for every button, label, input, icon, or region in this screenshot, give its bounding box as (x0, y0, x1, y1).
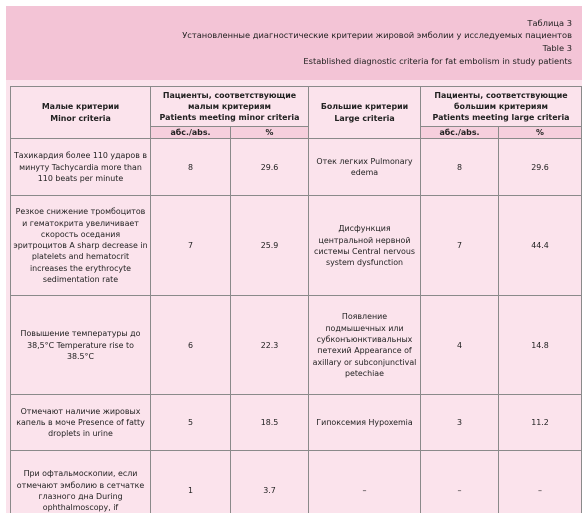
minor-abs-cell: 8 (151, 139, 231, 196)
minor-abs-cell: 1 (151, 451, 231, 513)
table-title-en: Established diagnostic criteria for fat embolism in study patients (303, 56, 572, 66)
minor-criterion-cell: Тахикардия более 110 ударов в минуту Tachycardia more than 110 beats per minute (11, 139, 151, 196)
subheader-abs-large: абс./abs. (421, 127, 499, 139)
minor-criterion-cell: Повышение температуры до 38,5°C Temperature rise to 38.5°C (11, 296, 151, 395)
table-row (11, 395, 582, 451)
large-abs-cell: 7 (421, 196, 499, 296)
large-pct-cell: 14.8 (499, 296, 582, 395)
table-caption (6, 6, 582, 80)
table-title-ru: Установленные диагностические критерии жировой эмболии у исследуемых пациентов (182, 30, 572, 40)
col-header-large-criteria: Большие критерии Large criteria (309, 87, 421, 139)
col-header-minor-criteria: Малые критерии Minor criteria (11, 87, 151, 139)
table-row (11, 296, 582, 395)
criteria-table (10, 86, 582, 513)
large-criterion-cell: Появление подмышечных или субконъюнктивальных петехий Appearance of axillary or subconjunctival petechiae (309, 296, 421, 395)
table-row (11, 139, 582, 196)
large-pct-cell: 11.2 (499, 395, 582, 451)
large-criterion-cell: Дисфункция центральной нервной системы Central nervous system dysfunction (309, 196, 421, 296)
large-abs-cell: 8 (421, 139, 499, 196)
minor-pct-cell: 25.9 (231, 196, 309, 296)
minor-pct-cell: 3.7 (231, 451, 309, 513)
table-row (11, 451, 582, 513)
minor-pct-cell: 22.3 (231, 296, 309, 395)
subheader-pct-large: % (499, 127, 582, 139)
large-pct-cell: 29.6 (499, 139, 582, 196)
large-abs-cell: – (421, 451, 499, 513)
large-abs-cell: 3 (421, 395, 499, 451)
minor-criterion-cell: При офтальмоскопии, если отмечают эмболию в сетчатке глазного дна During ophthalmoscopy, if (11, 451, 151, 513)
minor-criterion-cell: Резкое снижение тромбоцитов и гематокрита увеличивает скорость оседания эритроцитов A sharp decrease in platelets and hematocrit increases the erythrocyte sedimentation rate (11, 196, 151, 296)
minor-abs-cell: 5 (151, 395, 231, 451)
col-header-patients-minor: Пациенты, соответствующие малым критериям Patients meeting minor criteria (151, 87, 309, 127)
subheader-abs-minor: абс./abs. (151, 127, 231, 139)
large-pct-cell: 44.4 (499, 196, 582, 296)
large-criterion-cell: Гипоксемия Hypoxemia (309, 395, 421, 451)
subheader-pct-minor: % (231, 127, 309, 139)
minor-abs-cell: 6 (151, 296, 231, 395)
col-header-patients-large: Пациенты, соответствующие большим критериям Patients meeting large criteria (421, 87, 582, 127)
large-pct-cell: – (499, 451, 582, 513)
minor-abs-cell: 7 (151, 196, 231, 296)
minor-pct-cell: 18.5 (231, 395, 309, 451)
table-label-en: Table 3 (542, 43, 572, 53)
large-criterion-cell: Отек легких Pulmonary edema (309, 139, 421, 196)
table-label-ru: Таблица 3 (527, 18, 572, 28)
table-container (6, 80, 582, 513)
minor-pct-cell: 29.6 (231, 139, 309, 196)
minor-criterion-cell: Отмечают наличие жировых капель в моче Presence of fatty droplets in urine (11, 395, 151, 451)
table-row (11, 196, 582, 296)
header-row (11, 87, 582, 127)
large-abs-cell: 4 (421, 296, 499, 395)
large-criterion-cell: – (309, 451, 421, 513)
